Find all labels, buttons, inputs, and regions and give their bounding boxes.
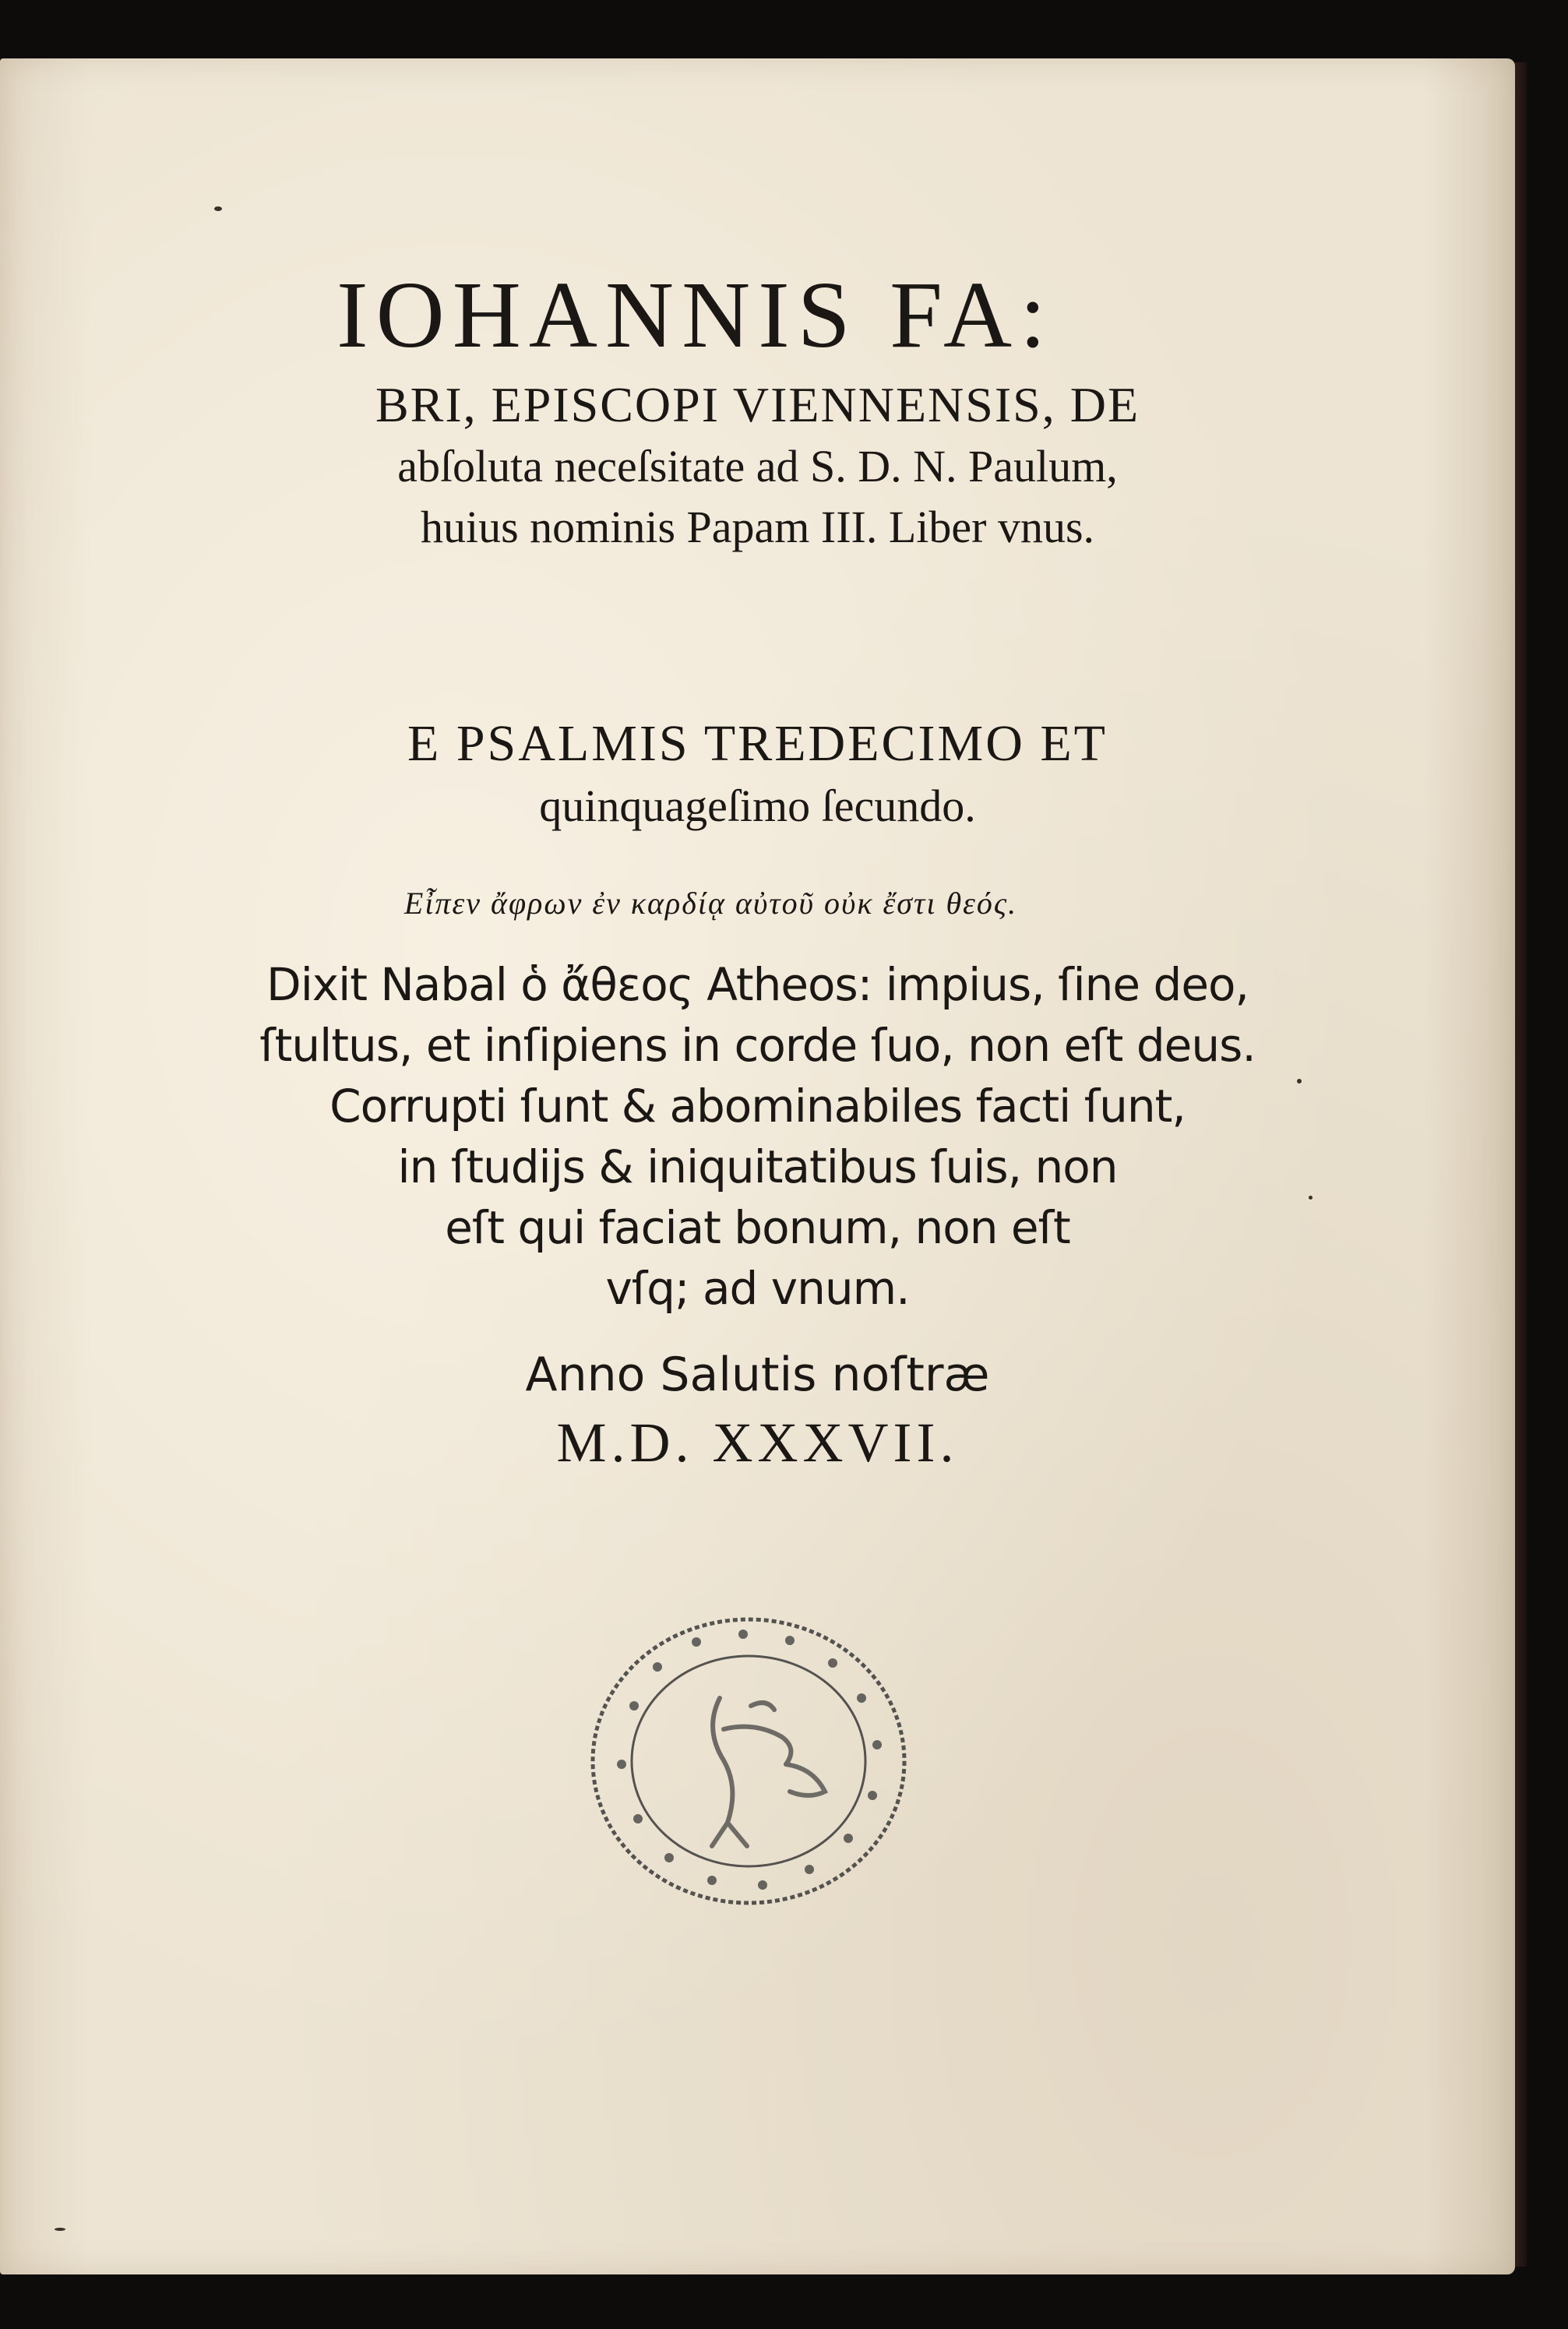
title-line-2: BRI, EPISCOPI VIENNENSIS, DE (375, 377, 1140, 432)
paper-speck (1309, 1196, 1313, 1200)
title-page (0, 58, 1515, 2274)
paper-speck (214, 206, 222, 211)
paper-speck (1297, 1079, 1302, 1083)
quote-line: in ſtudijs & iniquitatibus ſuis, non (397, 1140, 1118, 1193)
greek-quotation: Εἶπεν ἄφρων ἐν καρδίᾳ αὐτοῦ οὐκ ἔστι θεός. (403, 886, 1018, 921)
quote-line: vſq; ad vnum. (605, 1262, 910, 1315)
date-line-2: M.D. XXXVII. (556, 1411, 959, 1474)
title-line-4: huius nominis Papam III. Liber vnus. (420, 502, 1095, 552)
psalm-heading-line-1: E PSALMIS TREDECIMO ET (407, 715, 1108, 772)
quote-line: Corrupti ſunt & abominabiles facti ſunt, (329, 1080, 1186, 1133)
latin-quotation (0, 954, 1515, 1319)
quote-line: Dixit Nabal ὁ ἄθεος Atheos: impius, ſine deo, (266, 958, 1249, 1011)
title-line-3: abſoluta neceſsitate ad S. D. N. Paulum, (397, 441, 1118, 492)
paper-speck (55, 2228, 65, 2231)
date-line-1: Anno Salutis noſtræ (525, 1348, 990, 1402)
title-line-1: IOHANNIS FA: (337, 262, 1054, 368)
quote-line: ſtultus, et inſipiens in corde ſuo, non eſt deus. (259, 1019, 1256, 1072)
library-stamp-icon (587, 1612, 910, 1910)
psalm-heading-line-2: quinquageſimo ſecundo. (539, 780, 976, 831)
quote-line: eſt qui faciat bonum, non eſt (445, 1201, 1070, 1254)
